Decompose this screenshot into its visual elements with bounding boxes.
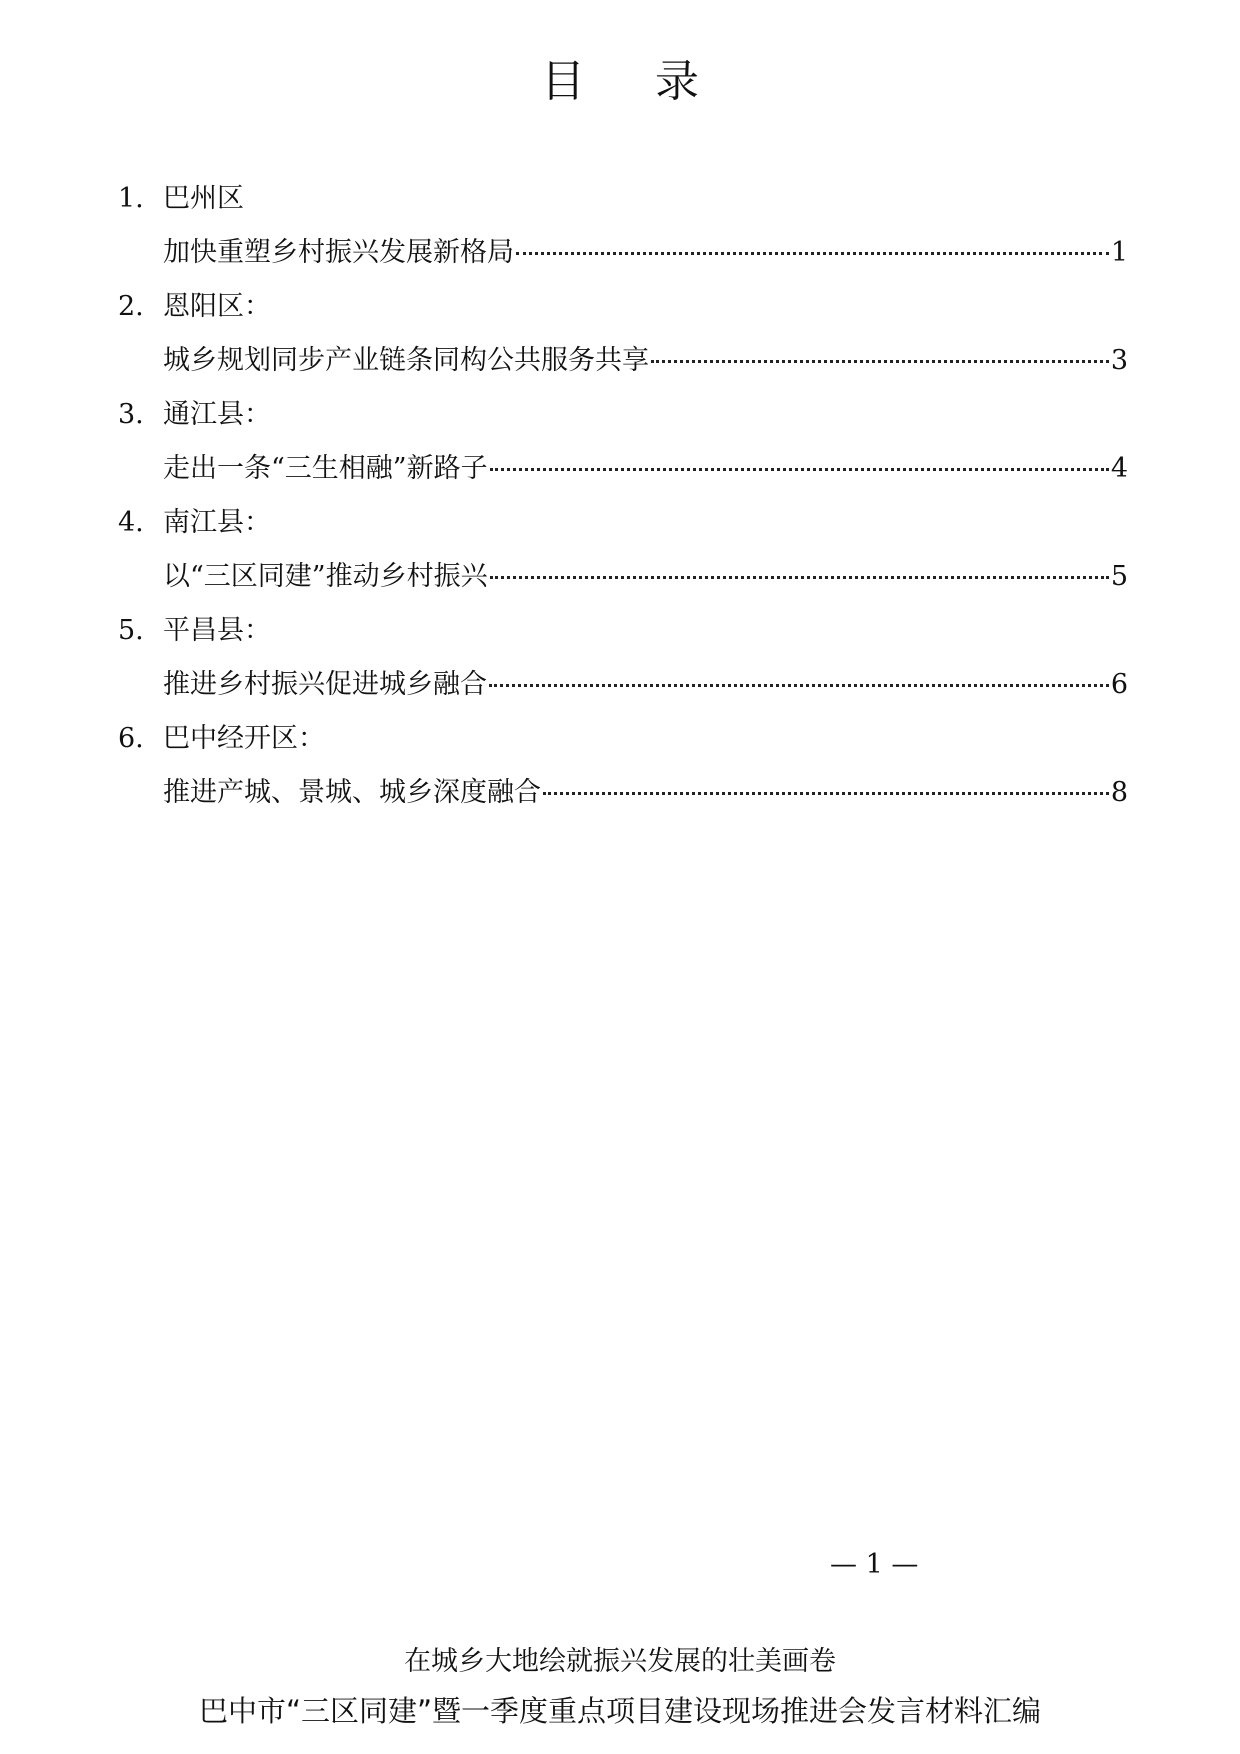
- toc-entry: [118, 712, 1128, 820]
- toc-section-number: 6.: [118, 723, 144, 754]
- toc-section-heading: [118, 172, 1128, 226]
- dot-leader: [490, 468, 1109, 471]
- toc-item-title: 以“三区同建”推动乡村振兴: [163, 561, 488, 592]
- dot-leader: [490, 576, 1109, 579]
- toc-page-number: 8: [1110, 777, 1128, 808]
- toc-section-number: 5.: [118, 615, 144, 646]
- toc-entry: [118, 604, 1128, 712]
- dot-leader: [543, 792, 1109, 795]
- toc-section-name: 巴中经开区：: [163, 723, 325, 754]
- toc-section-heading: [118, 604, 1128, 658]
- toc-item-title: 推进乡村振兴促进城乡融合: [163, 669, 487, 700]
- dot-leader: [489, 684, 1109, 687]
- toc-page-number: 4: [1110, 453, 1128, 484]
- toc-page-number: 1: [1110, 237, 1128, 268]
- toc-item-title: 城乡规划同步产业链条同构公共服务共享: [163, 345, 649, 376]
- toc-page-number: 3: [1110, 345, 1128, 376]
- dot-leader: [516, 252, 1109, 255]
- toc-section-number: 3.: [118, 399, 144, 430]
- toc-section-name: 巴州区: [163, 183, 244, 214]
- toc-section-number: 2.: [118, 291, 144, 322]
- toc-section-heading: [118, 712, 1128, 766]
- footer-subtitle: 在城乡大地绘就振兴发展的壮美画卷: [404, 1646, 836, 1677]
- toc-section-name: 平昌县：: [163, 615, 271, 646]
- toc-item-title: 推进产城、景城、城乡深度融合: [163, 777, 541, 808]
- toc-section-name: 恩阳区：: [163, 291, 271, 322]
- table-of-contents: [118, 172, 1128, 820]
- toc-item[interactable]: [118, 442, 1128, 496]
- toc-item[interactable]: [118, 226, 1128, 280]
- toc-item[interactable]: [118, 550, 1128, 604]
- toc-section-heading: [118, 388, 1128, 442]
- page-number: — 1 —: [830, 1549, 919, 1580]
- toc-entry: [118, 496, 1128, 604]
- toc-item[interactable]: [118, 766, 1128, 820]
- toc-entry: [118, 172, 1128, 280]
- toc-section-heading: [118, 496, 1128, 550]
- toc-item[interactable]: [118, 658, 1128, 712]
- toc-section-number: 4.: [118, 507, 144, 538]
- toc-section-heading: [118, 280, 1128, 334]
- toc-entry: [118, 388, 1128, 496]
- toc-section-number: 1.: [118, 183, 144, 214]
- page-title: 目 录: [541, 56, 727, 107]
- toc-section-name: 南江县：: [163, 507, 271, 538]
- toc-item-title: 走出一条“三生相融”新路子: [163, 453, 488, 484]
- toc-item-title: 加快重塑乡村振兴发展新格局: [163, 237, 514, 268]
- toc-page-number: 5: [1110, 561, 1128, 592]
- toc-entry: [118, 280, 1128, 388]
- toc-item[interactable]: [118, 334, 1128, 388]
- toc-page-number: 6: [1110, 669, 1128, 700]
- dot-leader: [651, 360, 1109, 363]
- toc-section-name: 通江县：: [163, 399, 271, 430]
- footer-title: 巴中市“三区同建”暨一季度重点项目建设现场推进会发言材料汇编: [198, 1694, 1042, 1728]
